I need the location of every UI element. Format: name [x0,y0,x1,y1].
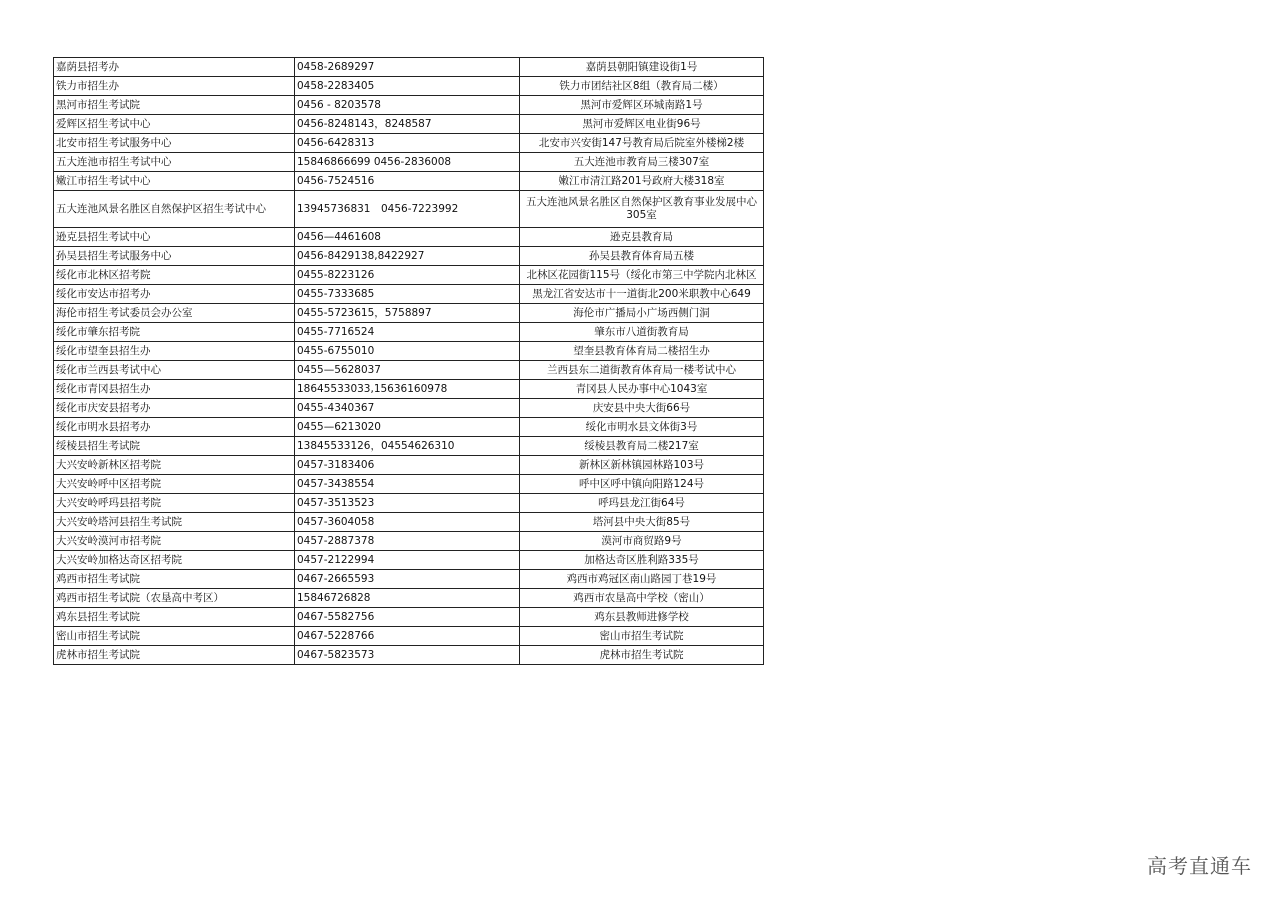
office-name-cell: 绥化市北林区招考院 [54,266,295,285]
phone-cell: 0455-4340367 [295,399,520,418]
phone-cell: 0457-3438554 [295,475,520,494]
address-cell: 嫩江市清江路201号政府大楼318室 [520,172,764,191]
address-cell: 北林区花园街115号（绥化市第三中学院内北林区 [520,266,764,285]
table-row [54,570,764,589]
phone-cell: 0467-2665593 [295,570,520,589]
office-name-cell: 绥化市望奎县招生办 [54,342,295,361]
office-name-cell: 孙吴县招生考试服务中心 [54,247,295,266]
table-body [54,58,764,665]
phone-cell: 15846726828 [295,589,520,608]
office-name-cell: 绥棱县招生考试院 [54,437,295,456]
office-name-cell: 大兴安岭呼玛县招考院 [54,494,295,513]
table-row [54,646,764,665]
table-row [54,285,764,304]
table-row [54,134,764,153]
address-cell: 黑龙江省安达市十一道街北200米职教中心649 [520,285,764,304]
phone-cell: 0455-8223126 [295,266,520,285]
office-name-cell: 绥化市明水县招考办 [54,418,295,437]
office-name-cell: 鸡西市招生考试院 [54,570,295,589]
address-cell: 逊克县教育局 [520,228,764,247]
table-row [54,551,764,570]
phone-cell: 0467-5228766 [295,627,520,646]
address-cell: 呼中区呼中镇向阳路124号 [520,475,764,494]
phone-cell: 0456-7524516 [295,172,520,191]
office-name-cell: 大兴安岭加格达奇区招考院 [54,551,295,570]
table-row [54,96,764,115]
phone-cell: 0456-6428313 [295,134,520,153]
address-cell: 海伦市广播局小广场西侧门洞 [520,304,764,323]
address-cell: 庆安县中央大街66号 [520,399,764,418]
address-cell: 绥棱县教育局二楼217室 [520,437,764,456]
table-row [54,172,764,191]
table-row [54,437,764,456]
watermark-logo: 高考直通车 [1147,854,1252,878]
address-cell: 北安市兴安街147号教育局后院室外楼梯2楼 [520,134,764,153]
phone-cell: 0455-7716524 [295,323,520,342]
table-row [54,342,764,361]
office-name-cell: 绥化市肇东招考院 [54,323,295,342]
office-name-cell: 虎林市招生考试院 [54,646,295,665]
office-name-cell: 大兴安岭新林区招考院 [54,456,295,475]
address-cell: 鸡西市鸡冠区南山路园丁巷19号 [520,570,764,589]
table-row [54,494,764,513]
phone-cell: 0455-5723615，5758897 [295,304,520,323]
phone-cell: 0455—5628037 [295,361,520,380]
phone-cell: 0456-8248143，8248587 [295,115,520,134]
table-row [54,608,764,627]
office-name-cell: 嫩江市招生考试中心 [54,172,295,191]
office-name-cell: 五大连池市招生考试中心 [54,153,295,172]
phone-cell: 0455—6213020 [295,418,520,437]
table-row [54,627,764,646]
table-row [54,361,764,380]
office-name-cell: 黑河市招生考试院 [54,96,295,115]
office-name-cell: 海伦市招生考试委员会办公室 [54,304,295,323]
table-row [54,191,764,228]
address-cell: 嘉荫县朝阳镇建设街1号 [520,58,764,77]
office-name-cell: 绥化市安达市招考办 [54,285,295,304]
address-cell: 密山市招生考试院 [520,627,764,646]
address-cell: 呼玛县龙江街64号 [520,494,764,513]
address-cell: 新林区新林镇园林路103号 [520,456,764,475]
address-cell: 黑河市爱辉区环城南路1号 [520,96,764,115]
table-row [54,532,764,551]
table-row [54,418,764,437]
office-name-cell: 绥化市青冈县招生办 [54,380,295,399]
table-row [54,323,764,342]
table-row [54,247,764,266]
office-name-cell: 逊克县招生考试中心 [54,228,295,247]
phone-cell: 0457-3183406 [295,456,520,475]
address-cell: 鸡西市农垦高中学校（密山） [520,589,764,608]
address-cell: 肇东市八道街教育局 [520,323,764,342]
address-cell: 漠河市商贸路9号 [520,532,764,551]
table-row [54,266,764,285]
address-cell: 兰西县东二道街教育体育局一楼考试中心 [520,361,764,380]
office-name-cell: 五大连池风景名胜区自然保护区招生考试中心 [54,191,295,228]
address-cell: 虎林市招生考试院 [520,646,764,665]
office-name-cell: 北安市招生考试服务中心 [54,134,295,153]
office-name-cell: 鸡西市招生考试院（农垦高中考区） [54,589,295,608]
phone-cell: 0457-2887378 [295,532,520,551]
office-name-cell: 绥化市庆安县招考办 [54,399,295,418]
phone-cell: 0457-2122994 [295,551,520,570]
table-row [54,380,764,399]
address-cell: 五大连池市教育局三楼307室 [520,153,764,172]
table-row [54,77,764,96]
office-name-cell: 鸡东县招生考试院 [54,608,295,627]
exam-office-directory-table [53,57,764,665]
table-row [54,399,764,418]
phone-cell: 0457-3513523 [295,494,520,513]
phone-cell: 0456-8429138,8422927 [295,247,520,266]
address-cell: 绥化市明水县文体街3号 [520,418,764,437]
phone-cell: 18645533033,15636160978 [295,380,520,399]
phone-cell: 0456 - 8203578 [295,96,520,115]
office-name-cell: 大兴安岭塔河县招生考试院 [54,513,295,532]
office-name-cell: 嘉荫县招考办 [54,58,295,77]
table-row [54,475,764,494]
phone-cell: 0467-5582756 [295,608,520,627]
office-name-cell: 大兴安岭漠河市招考院 [54,532,295,551]
table-row [54,58,764,77]
address-cell: 鸡东县教师进修学校 [520,608,764,627]
address-cell: 塔河县中央大街85号 [520,513,764,532]
office-name-cell: 大兴安岭呼中区招考院 [54,475,295,494]
phone-cell: 15846866699 0456-2836008 [295,153,520,172]
address-cell: 青冈县人民办事中心1043室 [520,380,764,399]
table-row [54,589,764,608]
phone-cell: 13945736831 0456-7223992 [295,191,520,228]
table-row [54,304,764,323]
address-cell: 孙吴县教育体育局五楼 [520,247,764,266]
phone-cell: 0455-6755010 [295,342,520,361]
phone-cell: 0458-2283405 [295,77,520,96]
table-row [54,456,764,475]
office-name-cell: 爱辉区招生考试中心 [54,115,295,134]
address-cell: 加格达奇区胜利路335号 [520,551,764,570]
phone-cell: 0455-7333685 [295,285,520,304]
table-row [54,153,764,172]
phone-cell: 0458-2689297 [295,58,520,77]
table-row [54,228,764,247]
phone-cell: 0457-3604058 [295,513,520,532]
table-row [54,115,764,134]
address-cell: 五大连池风景名胜区自然保护区教育事业发展中心305室 [520,191,764,228]
phone-cell: 0456—4461608 [295,228,520,247]
phone-cell: 0467-5823573 [295,646,520,665]
office-name-cell: 密山市招生考试院 [54,627,295,646]
address-cell: 望奎县教育体育局二楼招生办 [520,342,764,361]
phone-cell: 13845533126，04554626310 [295,437,520,456]
office-name-cell: 铁力市招生办 [54,77,295,96]
office-name-cell: 绥化市兰西县考试中心 [54,361,295,380]
address-cell: 铁力市团结社区8组（教育局二楼） [520,77,764,96]
table-row [54,513,764,532]
address-cell: 黑河市爱辉区电业街96号 [520,115,764,134]
